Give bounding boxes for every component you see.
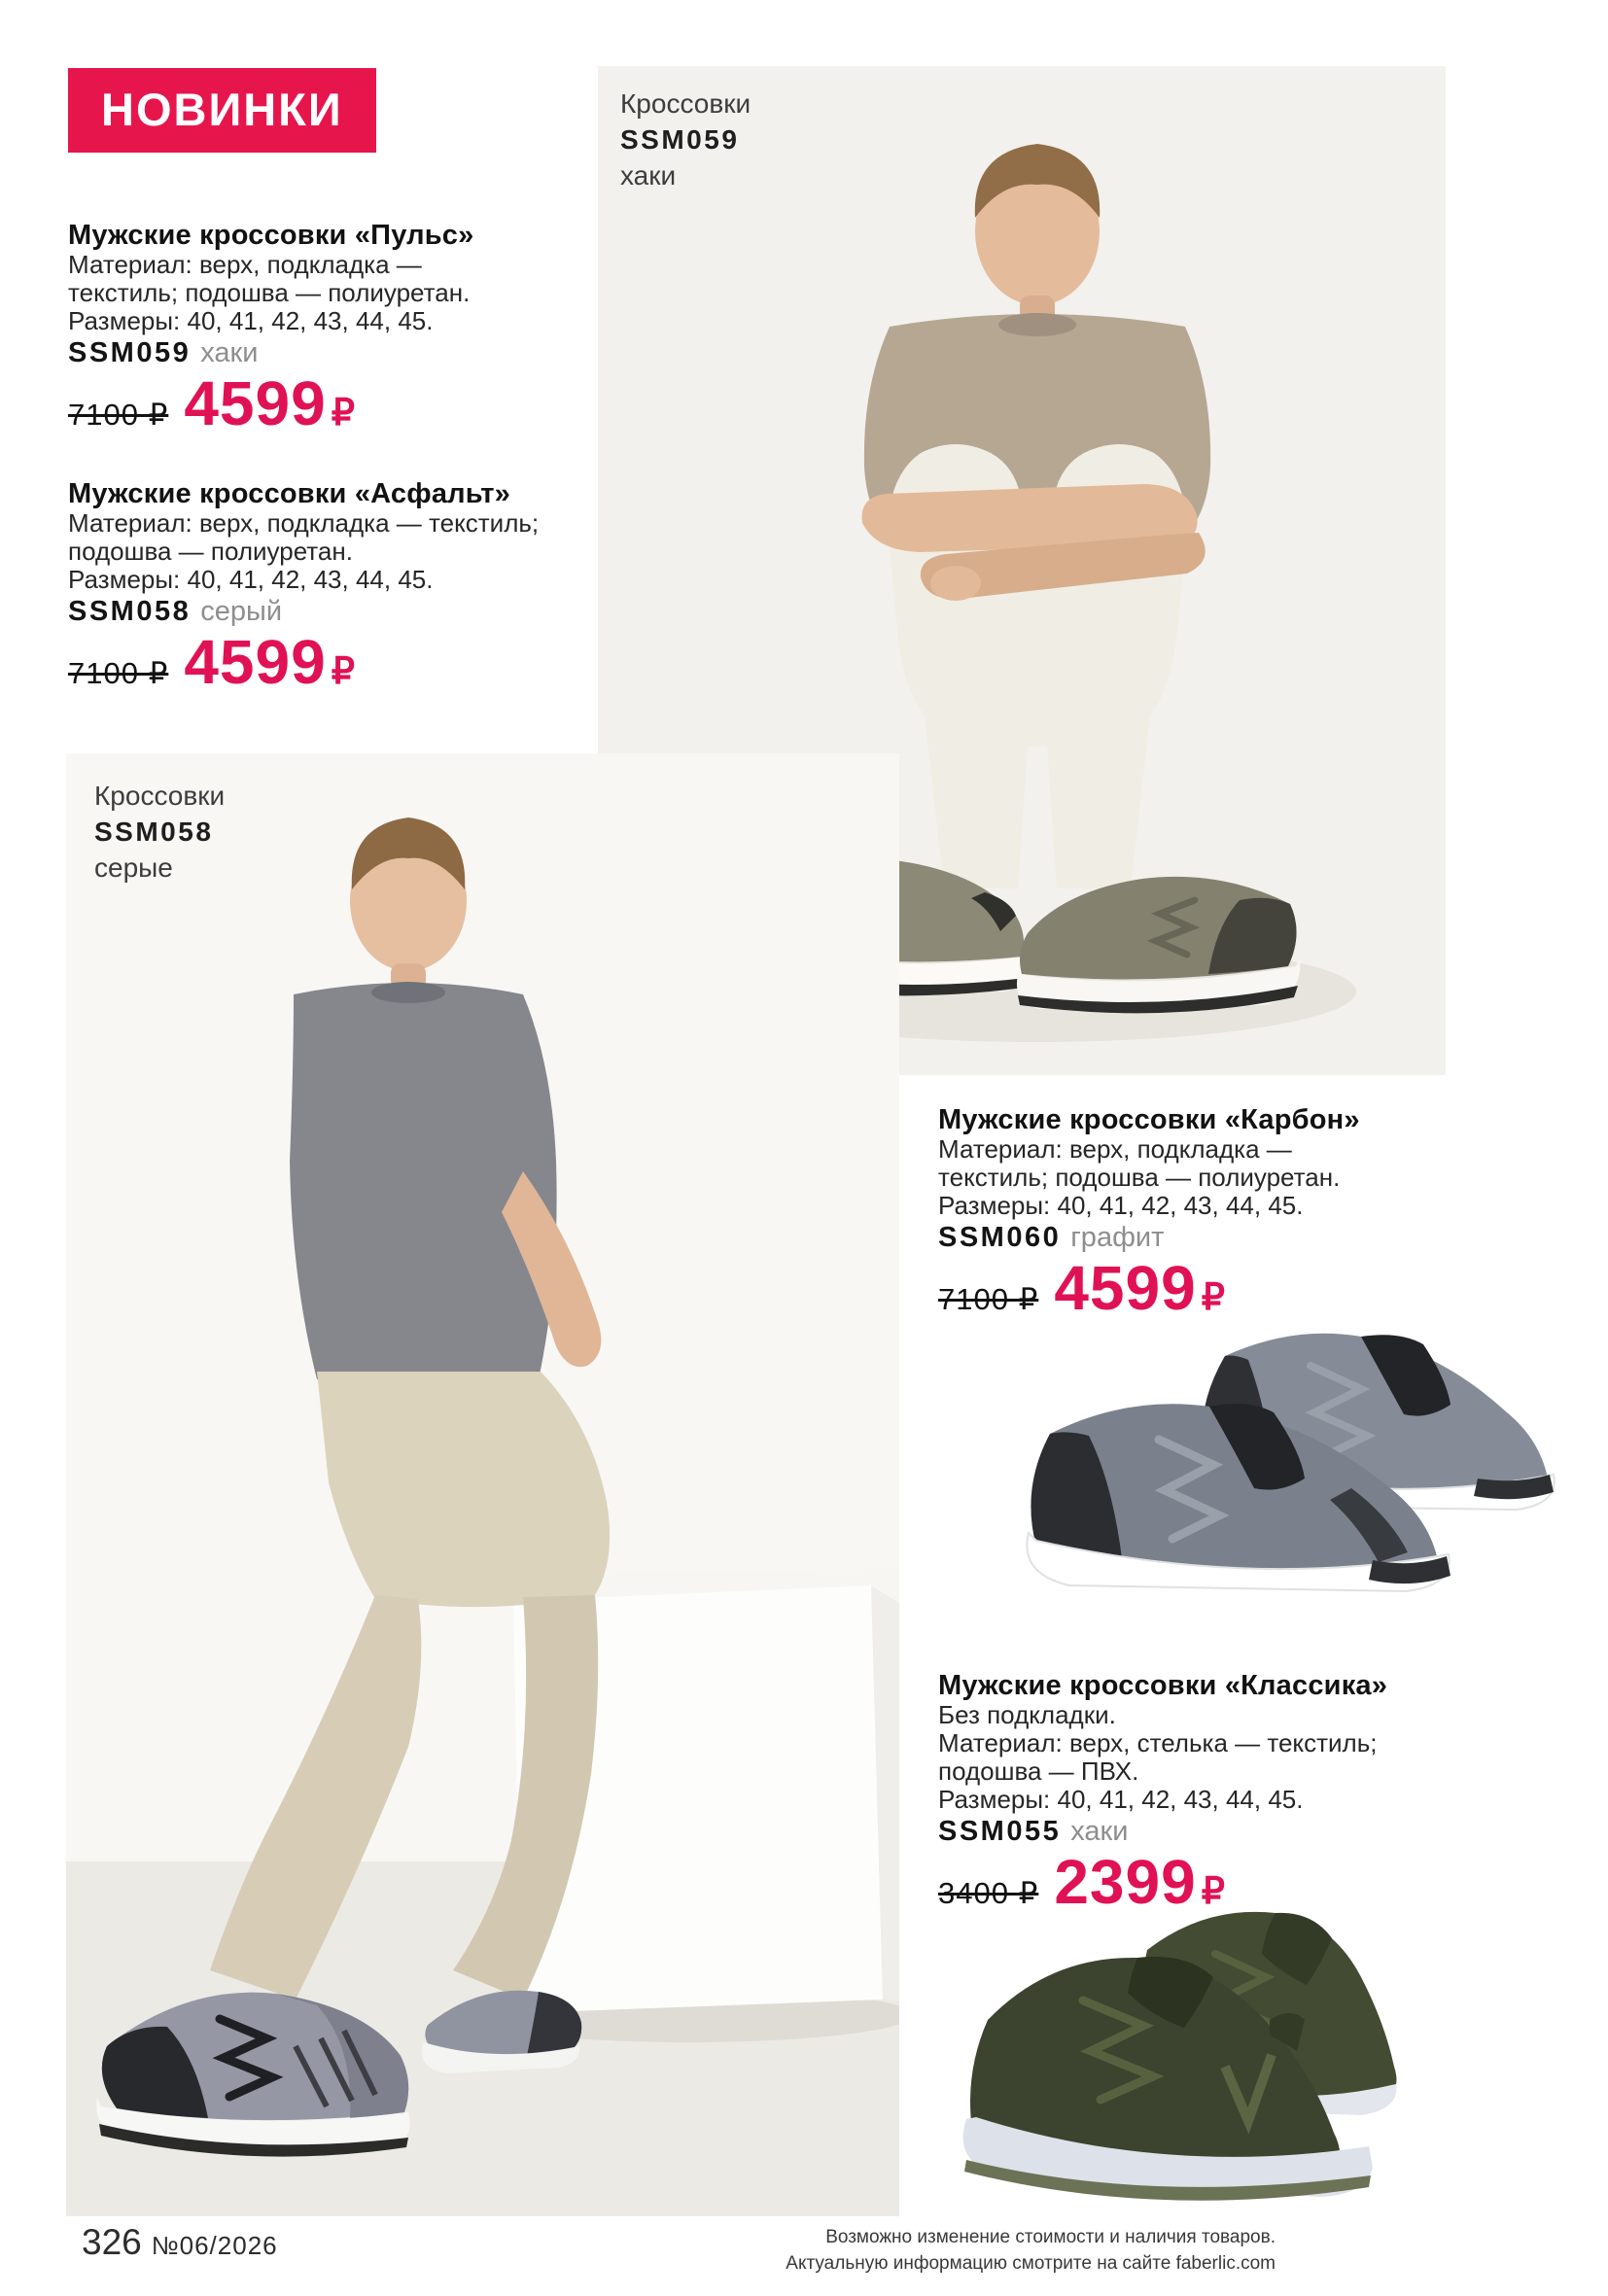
photo-label-product: Кроссовки (620, 88, 752, 119)
photo-label-sku: SSM059 (620, 124, 740, 155)
photo-label-product: Кроссовки (94, 781, 226, 811)
product-info-klassika (938, 1670, 1492, 1917)
photo-label-ssm059 (620, 86, 751, 193)
product-price-row (68, 368, 622, 438)
new-price: 4599 (184, 627, 327, 697)
page-number-row (82, 2222, 278, 2263)
product-color-name: хаки (1070, 1816, 1129, 1847)
product-price-row (68, 627, 622, 697)
catalog-issue: №06/2026 (151, 2231, 278, 2260)
new-price: 2399 (1054, 1847, 1197, 1917)
model-on-cube-illustration (66, 753, 899, 2216)
page-number: 326 (82, 2222, 142, 2262)
photo-label-color: серые (94, 852, 173, 883)
product-desc-line: Материал: верх, подкладка — (68, 250, 422, 279)
product-title: Мужские кроссовки «Пульс» (68, 220, 474, 251)
product-info-karbon (938, 1104, 1492, 1323)
disclaimer-line-1: Возможно изменение стоимости и наличия товаров. (825, 2227, 1276, 2247)
old-price: 7100 ₽ (68, 656, 169, 690)
model-photo-ssm058 (66, 753, 899, 2216)
product-color-name: графит (1070, 1222, 1165, 1253)
photo-label-color: хаки (620, 160, 677, 191)
grey-sneakers-pair-illustration (933, 1298, 1608, 1657)
product-sku: SSM059 (68, 337, 192, 368)
product-desc-line: Размеры: 40, 41, 42, 43, 44, 45. (68, 565, 434, 594)
old-price: 3400 ₽ (938, 1876, 1039, 1910)
product-desc-line: Материал: верх, подкладка — (938, 1134, 1292, 1164)
ruble-sign: ₽ (331, 651, 355, 692)
product-title: Мужские кроссовки «Классика» (938, 1670, 1388, 1701)
ruble-sign: ₽ (1201, 1871, 1225, 1912)
product-title: Мужские кроссовки «Карбон» (938, 1104, 1360, 1135)
product-info-puls (68, 220, 622, 438)
disclaimer-line-2: Актуальную информацию смотрите на сайте faberlic.com (786, 2253, 1276, 2274)
product-desc-line: Размеры: 40, 41, 42, 43, 44, 45. (68, 306, 434, 335)
product-desc-line: Без подкладки. (938, 1700, 1116, 1729)
product-desc-line: Размеры: 40, 41, 42, 43, 44, 45. (938, 1191, 1304, 1220)
product-title: Мужские кроссовки «Асфальт» (68, 478, 510, 509)
product-sku: SSM060 (938, 1222, 1062, 1253)
khaki-sneakers-pair-illustration (904, 1896, 1478, 2236)
new-price: 4599 (184, 368, 327, 438)
product-desc-line: текстиль; подошва — полиуретан. (938, 1163, 1341, 1192)
product-sku: SSM058 (68, 596, 192, 627)
product-desc-line: подошва — полиуретан. (68, 537, 353, 566)
khaki-sneaker-right (1017, 877, 1300, 1014)
product-desc-line: текстиль; подошва — полиуретан. (68, 278, 471, 307)
product-color-name: хаки (200, 337, 259, 368)
photo-label-ssm058 (94, 778, 225, 886)
product-sku: SSM055 (938, 1816, 1062, 1847)
product-photo-ssm055 (904, 1896, 1478, 2236)
product-desc-line: Материал: верх, подкладка — текстиль; (68, 508, 540, 538)
old-price: 7100 ₽ (68, 398, 169, 432)
product-sku-row (68, 339, 622, 366)
footer-disclaimer (583, 2224, 1276, 2277)
photo-label-sku: SSM058 (94, 817, 214, 847)
product-sku-row (68, 598, 622, 625)
product-sku-row (938, 1818, 1492, 1845)
product-desc-line: Размеры: 40, 41, 42, 43, 44, 45. (938, 1785, 1304, 1814)
new-items-badge: НОВИНКИ (68, 68, 376, 153)
old-price: 7100 ₽ (938, 1282, 1039, 1316)
product-info-asfalt (68, 478, 622, 697)
product-sku-row (938, 1224, 1492, 1251)
product-photo-ssm060 (933, 1298, 1608, 1657)
ruble-sign: ₽ (1201, 1277, 1225, 1318)
product-desc-line: подошва — ПВХ. (938, 1757, 1139, 1786)
product-color-name: серый (200, 596, 283, 627)
product-desc-line: Материал: верх, стелька — текстиль; (938, 1728, 1378, 1757)
ruble-sign: ₽ (331, 393, 355, 434)
new-price: 4599 (1054, 1253, 1197, 1323)
